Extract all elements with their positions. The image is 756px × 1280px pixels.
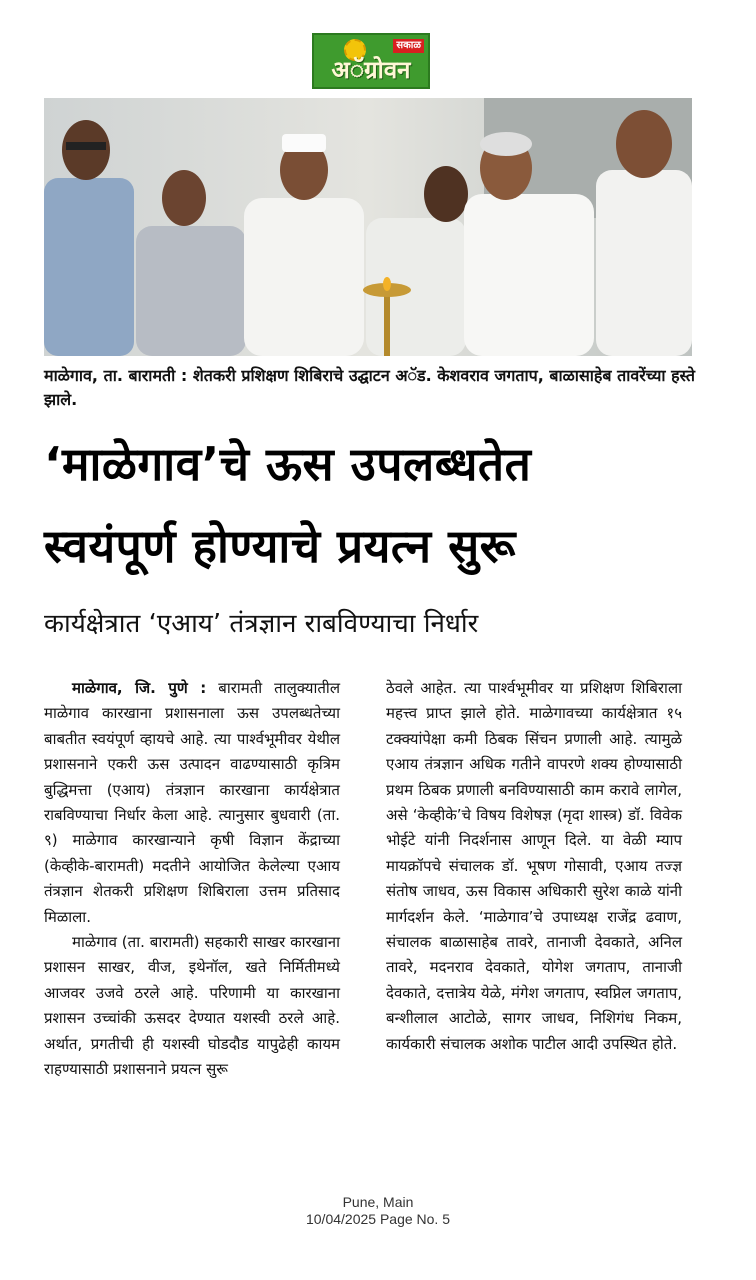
publisher-label: सकाळ	[393, 39, 424, 53]
headline-line-1: ‘माळेगाव’चे ऊस उपलब्धतेत	[44, 437, 532, 491]
subheadline: कार्यक्षेत्रात ‘एआय’ तंत्रज्ञान राबविण्याचा निर्धार	[44, 609, 479, 639]
news-photo	[44, 98, 692, 356]
page-footer	[0, 1194, 756, 1228]
photo-caption: माळेगाव, ता. बारामती : शेतकरी प्रशिक्षण शिबिराचे उद्घाटन अॅड. केशवराव जगताप, बाळासाहेब तावरेंच्या हस्ते झाले.	[44, 366, 695, 409]
photo-illustration	[44, 98, 692, 356]
headline-line-2: स्वयंपूर्ण होण्याचे प्रयत्न सुरू	[44, 519, 516, 573]
article-paragraph	[44, 676, 340, 930]
article-column-right	[386, 676, 682, 1057]
date-page-label: 10/04/2025 Page No. 5	[305, 1211, 450, 1227]
article-paragraph: ठेवले आहेत. त्या पार्श्वभूमीवर या प्रशिक्षण शिबिराला महत्त्व प्राप्त झाले होते. माळेगावच्या कार्यक्षेत्रात १५ टक्क्यांपेक्षा कमी ठिबक सिंचन प्रणाली आहे. त्यामुळे एआय तंत्रज्ञान अधिक गतीने वापरणे शक्य होण्यासाठी प्रथम ठिबक प्रणाली बनविण्यासाठी काम करावे लागेल, असे ‘केव्हीके’चे विषय विशेषज्ञ (मृदा शास्त्र) डॉ. विवेक भोईटे यांनी निदर्शनास आणून दिले. या वेळी म्याप मायक्रॉपचे संचालक डॉ. भूषण गोसावी, एआय तज्ज्ञ संतोष जाधव, ऊस विकास अधिकारी सुरेश काळे यांनी मार्गदर्शन केले. ‘माळेगाव’चे उपाध्यक्ष राजेंद्र ढवाण, संचालक बाळासाहेब तावरे, तानाजी देवकाते, अनिल तावरे, मदनराव देवकाते, योगेश जगताप, तानाजी देवकाते, दत्तात्रेय येळे, मंगेश जगताप, स्वप्निल जगताप, बन्शीलाल आटोळे, सागर जाधव, निशिगंध निकम, कार्यकारी संचालक अशोक पाटील आदी उपस्थित होते.	[386, 679, 682, 1053]
agrowon-logo	[312, 33, 430, 89]
paragraph-text: बारामती तालुक्यातील माळेगाव कारखाना प्रशासनाला ऊस उपलब्धतेच्या बाबतीत स्वयंपूर्ण व्हायचे आहे. त्या पार्श्वभूमीवर येथील प्रशासनाने एकरी ऊस उत्पादन वाढण्यासाठी कृत्रिम बुद्धिमत्ता (एआय) तंत्रज्ञान कारखाना कार्यक्षेत्रात राबविण्याचा निर्धार केला आहे. त्यानुसार बुधवारी (ता. ९) माळेगाव कारखान्याने कृषी विज्ञान केंद्राच्या (केव्हीके-बारामती) मदतीने आयोजित केलेल्या एआय तंत्रज्ञान शेतकरी प्रशिक्षण शिबिराला उत्तम प्रतिसाद मिळाला.	[44, 679, 340, 926]
brand-name: अॅग्रोवन	[331, 56, 411, 84]
edition-label: Pune, Main	[342, 1194, 414, 1210]
article-column-left	[44, 676, 340, 1083]
dateline: माळेगाव, जि. पुणे :	[72, 679, 207, 697]
article-paragraph: माळेगाव (ता. बारामती) सहकारी साखर कारखाना प्रशासन साखर, वीज, इथेनॉल, खते निर्मितीमध्ये आजवर उजवे ठरले आहे. परिणामी या कारखाना प्रशासन उच्चांकी ऊसदर देण्यात यशस्वी ठरले आहे. अर्थात, प्रगतीची ही यशस्वी घोडदौड यापुढेही कायम राहण्यासाठी प्रशासनाने प्रयत्न सुरू	[44, 933, 340, 1079]
